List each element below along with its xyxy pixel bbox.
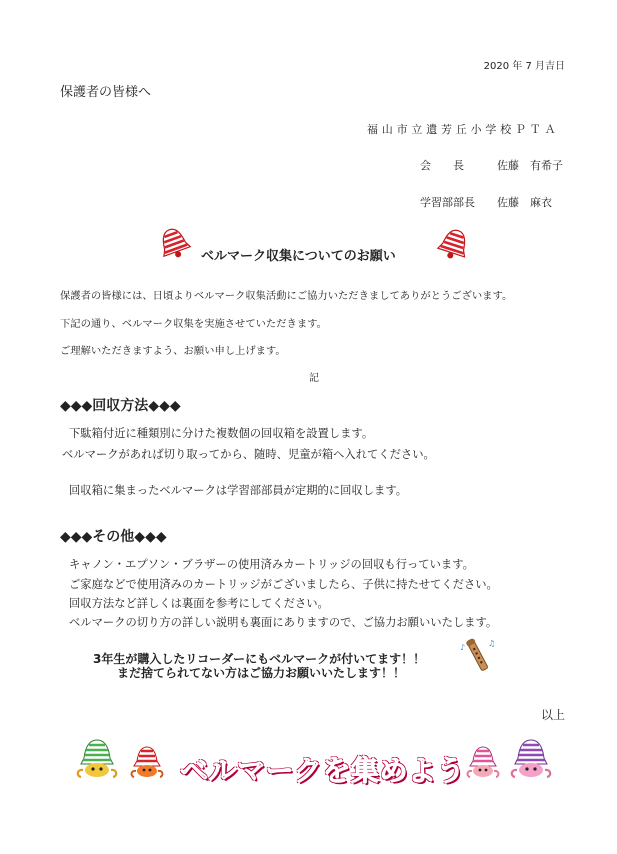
svg-text:♪: ♪ xyxy=(460,643,466,652)
bell-icon xyxy=(156,226,192,260)
bell-hermit-crab-icon xyxy=(464,744,502,780)
ki-marker: 記 xyxy=(309,373,319,384)
section-line: ベルマークの切り方の詳しい説明も裏面にありますので、ご協力お願いいたします。 xyxy=(69,616,498,629)
section-line: 回収箱に集まったベルマークは学習部部員が定期的に回収します。 xyxy=(69,484,408,497)
intro-line: ご理解いただきますよう、お願い申し上げます。 xyxy=(60,345,286,357)
section-line: キャノン・エプソン・ブラザーの使用済みカートリッジの回収も行っています。 xyxy=(69,558,474,571)
svg-text:♫: ♫ xyxy=(488,639,496,648)
notice-line: まだ捨てられてない方はご協力お願いいたします！！ xyxy=(117,666,406,680)
intro-line: 下記の通り、ベルマーク収集を実施させていただきます。 xyxy=(60,318,327,330)
document-date: 2020 年 7 月吉日 xyxy=(483,61,565,72)
section-line: 回収方法など詳しくは裏面を参考にしてください。 xyxy=(69,597,329,610)
section-heading-other: ◆◆◆その他◆◆◆ xyxy=(60,529,167,545)
bell-hermit-crab-icon xyxy=(507,736,555,782)
notice-line: 3年生が購入したリコーダーにもベルマークが付いてます！！ xyxy=(93,652,426,666)
section-line: ご家庭などで使用済みのカートリッジがございましたら、子供に持たせてください。 xyxy=(69,578,498,591)
banner-slogan: ベルマークを集めよう xyxy=(180,754,466,787)
signer-role-president: 会 長 xyxy=(420,159,464,172)
organization-name: 福山市立遺芳丘小学校ＰＴＡ xyxy=(367,123,560,136)
bell-hermit-crab-icon xyxy=(128,744,166,780)
section-line: ベルマークがあれば切り取ってから、随時、児童が箱へ入れてください。 xyxy=(62,448,435,461)
section-heading-collection-method: ◆◆◆回収方法◆◆◆ xyxy=(60,398,181,414)
bell-hermit-crab-icon xyxy=(73,736,121,782)
closing-text: 以上 xyxy=(541,708,566,722)
document-title: ベルマーク収集についてのお願い xyxy=(201,249,396,264)
recorder-icon xyxy=(458,636,498,674)
addressee: 保護者の皆様へ xyxy=(60,85,152,100)
intro-line: 保護者の皆様には、日頃よりベルマーク収集活動にご協力いただきましてありがとうございます。 xyxy=(60,290,513,302)
bell-icon xyxy=(436,227,472,261)
signer-name-president: 佐藤 有希子 xyxy=(497,159,563,172)
section-line: 下駄箱付近に種類別に分けた複数個の回収箱を設置します。 xyxy=(69,427,374,440)
signer-name-study-head: 佐藤 麻衣 xyxy=(497,196,552,209)
signer-role-study-head: 学習部部長 xyxy=(420,196,475,209)
